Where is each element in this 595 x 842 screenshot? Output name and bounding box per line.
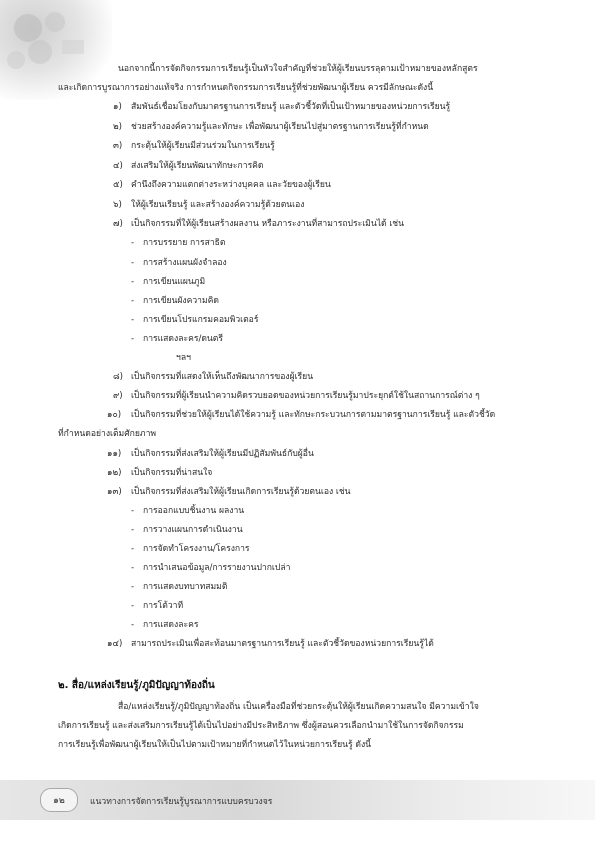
bullet-dash: - xyxy=(131,544,135,554)
criteria-text: ส่งเสริมให้ผู้เรียนพัฒนาทักษะการคิด xyxy=(131,161,264,171)
sub-item: การเขียนผังความคิด xyxy=(143,296,219,306)
criteria-number: ๘) xyxy=(113,372,123,382)
sub-item: การบรรยาย การสาธิต xyxy=(143,238,226,248)
footer-title: แนวทางการจัดการเรียนรู้บูรณาการแบบครบวงจร xyxy=(90,797,273,807)
sub-item: การแสดงบทบาทสมมติ xyxy=(143,582,228,592)
etc-word: ฯลฯ xyxy=(176,353,191,363)
sub-item: การนำเสนอข้อมูล/การรายงานปากเปล่า xyxy=(143,563,291,573)
sub-item: การโต้วาที xyxy=(143,601,184,611)
sub-item: การออกแบบชิ้นงาน ผลงาน xyxy=(143,506,245,516)
section-paragraph-line-2: เกิดการเรียนรู้ และส่งเสริมการเรียนรู้ได้เป็นไปอย่างมีประสิทธิภาพ ซึ่งผู้สอนควรเลือกนำมาใช้ในการจัดกิจกรรม xyxy=(58,721,464,731)
bullet-dash: - xyxy=(131,258,135,268)
criteria-number: ๖) xyxy=(113,200,122,210)
bullet-dash: - xyxy=(131,315,135,325)
bullet-dash: - xyxy=(131,582,135,592)
criteria-text: กระตุ้นให้ผู้เรียนมีส่วนร่วมในการเรียนรู้ xyxy=(131,141,275,151)
intro-line-1: นอกจากนี้การจัดกิจกรรมการเรียนรู้เป็นหัวใจสำคัญที่ช่วยให้ผู้เรียนบรรลุตามเป้าหมายของหลักสูตร xyxy=(118,64,478,74)
criteria-text: เป็นกิจกรรมที่น่าสนใจ xyxy=(131,468,213,478)
bullet-dash: - xyxy=(131,296,135,306)
criteria-number: ๑๒) xyxy=(107,468,122,478)
criteria-text: สัมพันธ์เชื่อมโยงกับมาตรฐานการเรียนรู้ และตัวชี้วัดที่เป็นเป้าหมายของหน่วยการเรียนรู้ xyxy=(131,102,451,112)
criteria-text: เป็นกิจกรรมที่ช่วยให้ผู้เรียนได้ใช้ความรู้ และทักษะกระบวนการตามมาตรฐานการเรียนรู้ และตัวชี้วัด xyxy=(131,410,496,420)
criteria-text: สามารถประเมินเพื่อสะท้อนมาตรฐานการเรียนรู้ และตัวชี้วัดของหน่วยการเรียนรู้ได้ xyxy=(131,639,434,649)
criteria-text: เป็นกิจกรรมที่ให้ผู้เรียนสร้างผลงาน หรือภาระงานที่สามารถประเมินได้ เช่น xyxy=(131,219,404,229)
criteria-text: เป็นกิจกรรมที่ส่งเสริมให้ผู้เรียนเกิดการเรียนรู้ด้วยตนเอง เช่น xyxy=(131,487,351,497)
criteria-number: ๒) xyxy=(113,122,123,132)
criteria-number: ๑๐) xyxy=(107,410,122,420)
bullet-dash: - xyxy=(131,238,135,248)
sub-item: การแสดงละคร/ดนตรี xyxy=(143,334,223,344)
page-number-badge xyxy=(40,788,78,812)
criteria-text: ให้ผู้เรียนเรียนรู้ และสร้างองค์ความรู้ด้วยตนเอง xyxy=(131,200,305,210)
criteria-number: ๑๓) xyxy=(107,487,122,497)
bullet-dash: - xyxy=(131,601,135,611)
bullet-dash: - xyxy=(131,334,135,344)
sub-item: การเขียนโปรแกรมคอมพิวเตอร์ xyxy=(143,315,259,325)
page-number: ๑๒ xyxy=(53,796,65,806)
criteria-number: ๙) xyxy=(113,391,123,401)
bullet-dash: - xyxy=(131,563,135,573)
criteria-text-continued: ที่กำหนดอย่างเต็มศักยภาพ xyxy=(58,429,157,439)
sub-item: การสร้างแผนผังจำลอง xyxy=(143,258,227,268)
criteria-text: เป็นกิจกรรมที่แสดงให้เห็นถึงพัฒนาการของผู้เรียน xyxy=(131,372,314,382)
criteria-text: เป็นกิจกรรมที่ส่งเสริมให้ผู้เรียนมีปฏิสัมพันธ์กับผู้อื่น xyxy=(131,449,314,459)
criteria-text: เป็นกิจกรรมที่ผู้เรียนนำความคิดรวบยอดของหน่วยการเรียนรู้มาประยุกต์ใช้ในสถานการณ์ต่าง ๆ xyxy=(131,391,480,401)
intro-line-2: และเกิดการบูรณาการอย่างแท้จริง การกำหนดกิจกรรมการเรียนรู้ที่ช่วยพัฒนาผู้เรียน ควรมีลักษณะดังนี้ xyxy=(58,83,434,93)
bullet-dash: - xyxy=(131,277,135,287)
criteria-number: ๓) xyxy=(113,141,123,151)
criteria-number: ๔) xyxy=(113,161,123,171)
criteria-number: ๑๔) xyxy=(107,639,123,649)
sub-item: การแสดงละคร xyxy=(143,620,199,630)
sub-item: การวางแผนการดำเนินงาน xyxy=(143,525,243,535)
section-heading: ๒. สื่อ/แหล่งเรียนรู้/ภูมิปัญญาท้องถิ่น xyxy=(58,680,215,691)
bullet-dash: - xyxy=(131,620,135,630)
criteria-number: ๑) xyxy=(113,102,122,112)
bullet-dash: - xyxy=(131,506,135,516)
section-paragraph-line-3: การเรียนรู้เพื่อพัฒนาผู้เรียนให้เป็นไปตามเป้าหมายที่กำหนดไว้ในหน่วยการเรียนรู้ ดังนี้ xyxy=(58,740,372,750)
criteria-text: ช่วยสร้างองค์ความรู้และทักษะ เพื่อพัฒนาผู้เรียนไปสู่มาตรฐานการเรียนรู้ที่กำหนด xyxy=(131,122,429,132)
sub-item: การจัดทำโครงงาน/โครงการ xyxy=(143,544,250,554)
criteria-number: ๕) xyxy=(113,180,123,190)
criteria-text: คำนึงถึงความแตกต่างระหว่างบุคคล และวัยของผู้เรียน xyxy=(131,180,331,190)
criteria-number: ๗) xyxy=(113,219,123,229)
section-paragraph-line-1: สื่อ/แหล่งเรียนรู้/ภูมิปัญญาท้องถิ่น เป็นเครื่องมือที่ช่วยกระตุ้นให้ผู้เรียนเกิดความสนใจ มีความเข้าใจ xyxy=(118,702,479,712)
bullet-dash: - xyxy=(131,525,135,535)
criteria-number: ๑๑) xyxy=(107,449,122,459)
sub-item: การเขียนแผนภูมิ xyxy=(143,277,206,287)
